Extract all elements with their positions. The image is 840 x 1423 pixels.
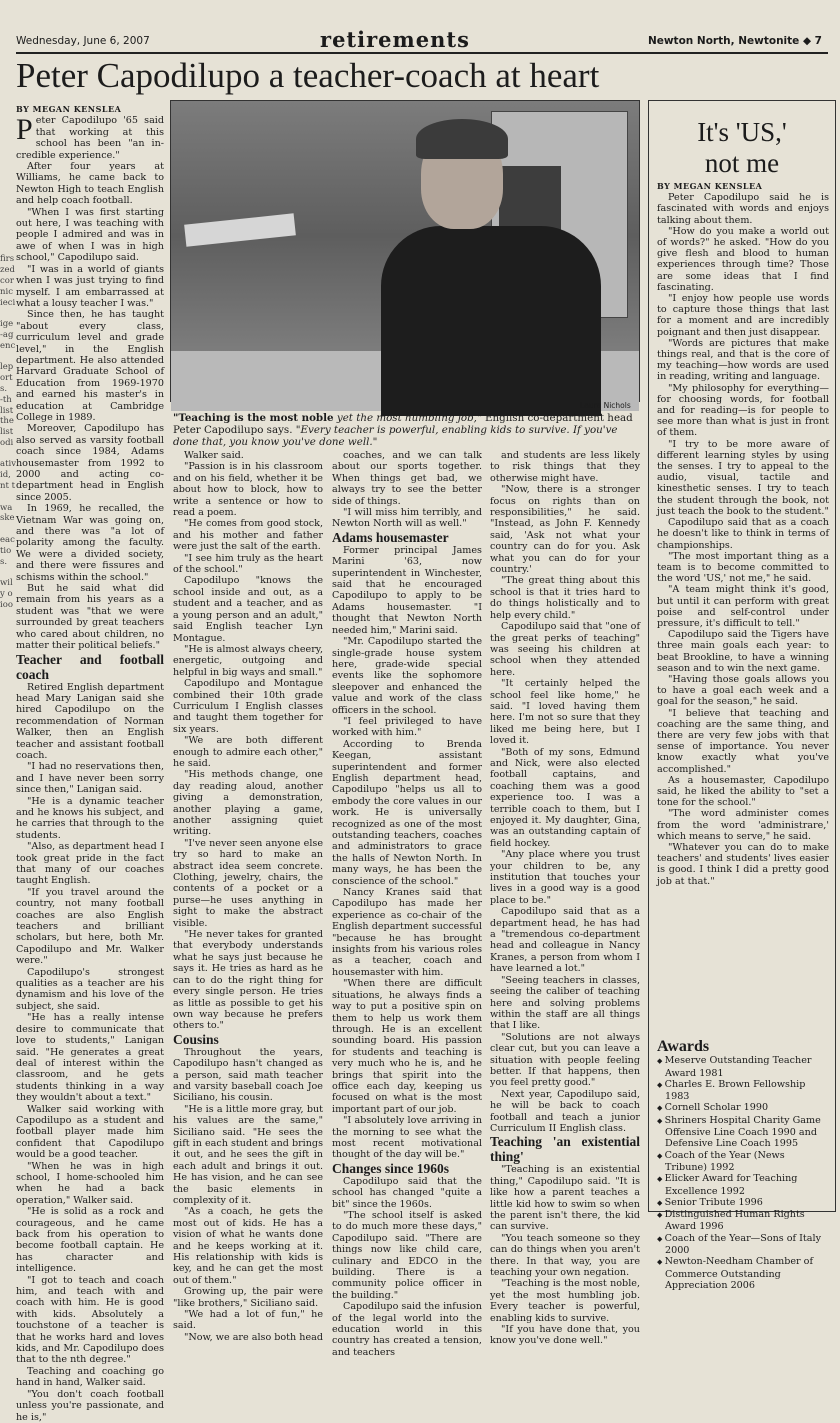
- paragraph: Walker said.: [184, 450, 244, 461]
- column-3-paragraphs: [332, 450, 482, 530]
- edge-fragment: the: [0, 416, 14, 427]
- paragraph: "I've never seen anyone else try so hard to make an abstract idea seem concrete. Clothing, jewelry, chairs, the contents of a pocket or a purse—he uses anything in sight to make the abstract visible.: [173, 837, 323, 929]
- edge-fragment: [0, 125, 16, 136]
- award-item: [657, 1102, 829, 1114]
- edge-fragment: [0, 244, 16, 255]
- paragraph: Capodilupo said that "one of the great perks of teaching" was seeing his children at school when they attended here.: [490, 621, 640, 678]
- paragraph: Peter Capodilupo said he is fascinated with words and enjoys talking about them.: [657, 192, 829, 226]
- paragraph: But he said what did remain from his years as a student was "that we were surrounded by great teachers who cared about children, no matter their political beliefs.": [16, 583, 164, 652]
- photo-credit: Laura Nichols: [580, 401, 631, 410]
- headline: Peter Capodilupo a teacher-coach at heart: [16, 56, 600, 95]
- award-item: [657, 1150, 829, 1174]
- edge-fragment: eac: [0, 535, 15, 546]
- paragraph: Moreover, Capodilupo has also served as varsity football coach since 1984, Adams housemaster from 1992 to 2000 and acting co-department head in English since 2005.: [16, 423, 164, 503]
- sidebar-paragraphs: [657, 192, 829, 887]
- column-2b-paragraphs: [173, 1047, 323, 1344]
- edge-fragment: [0, 103, 16, 114]
- award-item: [657, 1115, 829, 1150]
- subhead-existential: Teaching 'an existential thing': [490, 1134, 640, 1165]
- award-item: [657, 1173, 829, 1197]
- photo-caption: [173, 412, 638, 449]
- paragraph: "My philosophy for everything—for choosing words, for football and for reading—is for people to see more than what is just in front of them.: [657, 382, 829, 439]
- edge-fragment: enc: [0, 340, 16, 351]
- paragraph: After four years at Williams, he came back to Newton High to teach English and help coach football.: [16, 161, 164, 207]
- paragraph: "He is a dynamic teacher and he knows his subject, and he carries that through to the students.: [16, 795, 164, 841]
- paragraph: "Whatever you can do to make teachers' and students' lives easier is good. I think I did a pretty good job at that.": [657, 841, 829, 887]
- section-title: retirements: [320, 27, 470, 52]
- award-text: Elicker Award for Teaching Excellence 1992: [664, 1173, 798, 1197]
- sidebar-byline: BY MEGAN KENSLEA: [657, 181, 763, 191]
- awards-title: Awards: [657, 1038, 710, 1055]
- edge-fragment: -ag: [0, 329, 14, 340]
- edge-fragment: [0, 82, 16, 93]
- paragraph: "I see him truly as the heart of the school.": [173, 552, 323, 576]
- paragraph: "If you travel around the country, not many football coaches are also English teachers and brilliant scholars, but here, both Mr. Capodilupo and Mr. Walker were.": [16, 886, 164, 967]
- paragraph: "His methods change, one day reading aloud, another giving a demonstration, another playing a game, another assigning quiet writing.: [173, 769, 323, 838]
- paragraph: "Mr. Capodilupo started the single-grade house system here, grade-wide special events like the sophomore sleepover and enhanced the value and work of the class officers in the school.: [332, 636, 482, 716]
- paragraph: "Seeing teachers in classes, seeing the caliber of teaching here and solving problems within the staff are all things that I like.: [490, 974, 640, 1032]
- edge-fragment: tio: [0, 545, 12, 556]
- award-text: Newton-Needham Chamber of Commerce Outstanding Appreciation 2006: [664, 1256, 813, 1291]
- edge-fragment: s.: [0, 383, 8, 394]
- edge-fragment: nt t: [0, 481, 16, 492]
- paragraph: Capodilupo said that the school has changed "quite a bit" since the 1960s.: [332, 1175, 482, 1210]
- edge-fragment: firs: [0, 254, 15, 265]
- diamond-bullet-icon: ◆: [657, 1258, 665, 1267]
- paragraph: "When I was first starting out here, I was teaching with people I admired and was in awe of when I was in high school," Capodilupo said.: [16, 206, 164, 264]
- paragraph: "When there are difficult situations, he always finds a way to put a positive spin on them to help us work them through. He is an excellent sounding board. His passion for students and teaching is very much who he is, and he brings that spirit into the office each day, keeping us focused on what is the most important part of our job.: [332, 978, 482, 1115]
- edge-fragment: [0, 492, 16, 503]
- paragraph: In 1969, he recalled, the Vietnam War was going on, and there was "a lot of polarity among the faculty. We were a divided society, and there were fissures and schisms within the school.": [16, 503, 164, 583]
- subject-body: [381, 226, 601, 416]
- edge-fragment: ske: [0, 513, 15, 524]
- paragraph: "Teaching is the most noble, yet the most humbling job. Every teacher is powerful, enabling kids to survive.: [490, 1278, 640, 1324]
- column-1-paragraphs: [16, 161, 164, 651]
- paragraph: "Now, there is a stronger focus on rights than on responsibilities," he said. "Instead, as John F. Kennedy said, 'Ask not what your country can do for you. Ask what you can do for your country.': [490, 484, 640, 576]
- paragraph: "The great thing about this school is that it tries hard to do things holistically and to help every child.": [490, 575, 640, 621]
- caption-italic-2: "Every teacher is powerful, enabling kids to survive. If you've done that, you know you've done well.": [173, 424, 618, 449]
- sidebar-box: [648, 100, 836, 1291]
- paragraph: Walker said working with Capodilupo as a student and football player made him confident that Capodilupo would be a good teacher.: [16, 1103, 164, 1161]
- edge-fragment: [0, 71, 16, 82]
- paragraph: Capodilupo said that as a department head, he has had a "tremendous co-department head and colleague in Nancy Kranes, a person from whom I have learned a lot.": [490, 906, 640, 975]
- edge-fragment: [0, 211, 16, 222]
- award-text: Cornell Scholar 1990: [664, 1102, 769, 1114]
- paragraph: Nancy Kranes said that Capodilupo has made her experience as co-chair of the English department successful "because he has brought insights from his various roles as a teacher, coach and housemaster with him.: [332, 887, 482, 978]
- article-column-1: [16, 104, 164, 1423]
- edge-fragment: [0, 200, 16, 211]
- edge-fragment: [0, 146, 16, 157]
- paragraph: "As a coach, he gets the most out of kids. He has a vision of what he wants done and he keeps working at it. His relationship with kids is key, and he can get the most out of them.": [173, 1206, 323, 1286]
- award-text: Charles E. Brown Fellowship 1983: [664, 1078, 806, 1103]
- paragraph: "I absolutely love arriving in the morning to see what the most recent motivational thought of the day will be.": [332, 1115, 482, 1161]
- award-item: [657, 1055, 829, 1079]
- paragraph: "Also, as department head I took great pride in the fact that many of our coaches taught English.: [16, 841, 164, 887]
- edge-fragment: [0, 92, 16, 103]
- edge-fragment: cor: [0, 275, 14, 286]
- column-1b-paragraphs: [16, 682, 164, 1423]
- caption-italic-1: yet the most humbling job,": [333, 412, 482, 424]
- paragraph: "He has a really intense desire to communicate that love to students," Lanigan said. "He generates a great deal of interest within the classroom, and he gets students thinking in a way they wouldn't about a text.": [16, 1012, 164, 1104]
- drop-cap: P: [16, 113, 33, 147]
- award-text: Meserve Outstanding Teacher Award 1981: [664, 1055, 812, 1079]
- award-item: [657, 1209, 829, 1233]
- article-column-4: [490, 450, 640, 1347]
- issue-date: Wednesday, June 6, 2007: [16, 35, 150, 47]
- paragraph: Retired English department head Mary Lanigan said she hired Capodilupo on the recommendation of Norman Walker, then an English teacher and assistant football coach.: [16, 681, 164, 761]
- diamond-bullet-icon: ◆: [657, 1057, 665, 1066]
- column-2-paragraphs: [173, 450, 323, 1032]
- article-column-2: [173, 450, 323, 1343]
- edge-fragment: ioo: [0, 599, 13, 610]
- paragraph: "I believe that teaching and coaching are the same thing, and there are very few jobs with that sense of importance. You never know exactly what you've accomplished.": [657, 707, 829, 775]
- paragraph: "He never takes for granted that everybody understands what he says just because he says it. He tries as hard as he can to do the right thing for every single person. He tries as little as possible to get his own way because he prefers others to.": [173, 929, 323, 1032]
- paragraph: "The most important thing as a team is to become committed to the word 'US,' not me," he said.: [657, 550, 829, 585]
- award-text: Distinguished Human Rights Award 1996: [664, 1209, 805, 1233]
- edge-fragment: ativ: [0, 459, 17, 470]
- paragraph: Throughout the years, Capodilupo hasn't changed as a person, said math teacher and varsity baseball coach Joe Siciliano, his cousin.: [173, 1046, 323, 1104]
- paragraph: Next year, Capodilupo said, he will be back to coach football and teach a junior Curriculum II English class.: [490, 1088, 640, 1134]
- edge-fragment: [0, 233, 16, 244]
- edge-fragment: [0, 449, 16, 460]
- page-header: [16, 27, 828, 54]
- byline: BY MEGAN KENSLEA: [16, 104, 122, 114]
- edge-fragment: wil: [0, 578, 13, 589]
- article-column-3: [332, 450, 482, 1358]
- award-item: [657, 1197, 829, 1209]
- diamond-bullet-icon: ◆: [657, 1234, 665, 1243]
- paragraph: "Words are pictures that make things real, and that is the core of my teaching—how words are used in reading, writing and language.: [657, 337, 829, 383]
- edge-fragment: ieci: [0, 297, 16, 308]
- edge-fragment: [0, 179, 16, 190]
- edge-fragment: ige: [0, 319, 14, 330]
- edge-fragment: [0, 308, 16, 319]
- column-3b-paragraphs: [332, 545, 482, 1161]
- subhead-teacher-coach: Teacher and football coach: [16, 651, 164, 682]
- award-item: [657, 1079, 829, 1103]
- sidebar-title-line-1: It's 'US,': [697, 117, 787, 147]
- edge-fragment: s.: [0, 556, 8, 567]
- paragraph: "I feel privileged to have worked with him.": [332, 715, 482, 739]
- paragraph: Teaching and coaching go hand in hand, Walker said.: [16, 1365, 164, 1389]
- paragraph: "He is a little more gray, but his values are the same," Siciliano said. "He sees the gift in each student and brings it out, and he sees the gift in each adult and brings it out. He has vision, and he can see the basic elements in complexity of it.: [173, 1103, 323, 1206]
- edge-fragment: [0, 222, 16, 233]
- column-4-paragraphs: [490, 450, 640, 1134]
- subhead-changes: Changes since 1960s: [332, 1160, 450, 1176]
- awards-list: [657, 1038, 829, 1291]
- paragraph: "Solutions are not always clear cut, but you can leave a situation with people feeling better. If that happens, then you feel pretty good.": [490, 1031, 640, 1089]
- caption-bold: "Teaching is the most noble: [173, 412, 334, 424]
- edge-fragment: [0, 352, 16, 363]
- paragraph: Capodilupo and Montague combined their 10th grade Curriculum I English classes and taught them together for six years.: [173, 678, 323, 735]
- diamond-bullet-icon: ◆: [657, 1211, 665, 1220]
- diamond-bullet-icon: ◆: [657, 1198, 665, 1207]
- paragraph: Since then, he has taught "about every class, curriculum level and grade level," in the English department. He also attended Harvard Graduate School of Education from 1969-1970 and earned his master's in education at Cambridge College in 1989.: [16, 309, 164, 423]
- edge-fragment: nic: [0, 286, 13, 297]
- diamond-bullet-icon: ◆: [657, 1175, 665, 1184]
- paragraph: "He comes from good stock, and his mother and father were just the salt of the earth.: [173, 518, 323, 553]
- edge-fragment: [0, 524, 16, 535]
- edge-fragment: [0, 60, 16, 71]
- paragraph: "A team might think it's good, but until it can perform with great poise and self-control under pressure, it's difficult to tell.": [657, 584, 829, 629]
- edge-fragment: list: [0, 427, 14, 438]
- paragraph: "I got to teach and coach him, and teach with and coach with him. He is good with kids. Absolutely a touchstone of a teacher is that he works hard and loves kids, and Mr. Capodilupo does that to the nth degree.": [16, 1274, 164, 1366]
- paragraph: "It certainly helped the school feel like home," he said. "I loved having them here. I'm not so sure that they liked me being here, but I loved it.: [490, 678, 640, 747]
- edge-fragment: id,: [0, 470, 11, 481]
- edge-fragment: zed: [0, 265, 15, 276]
- paragraph: and students are less likely to risk things that they otherwise might have.: [490, 450, 640, 484]
- column-3c-paragraphs: [332, 1176, 482, 1359]
- paragraph: According to Brenda Keegan, assistant superintendent and former English department head, Capodilupo "helps us all to embody the core values in our work. He is universally recognized as one of the most outstanding teachers, coaches and administrators to grace the halls of Newton North. In many ways, he has been the conscience of the school.": [332, 738, 482, 887]
- edge-fragment: [0, 168, 16, 179]
- diamond-bullet-icon: ◆: [657, 1151, 665, 1160]
- diamond-bullet-icon: ◆: [657, 1116, 665, 1125]
- paragraph: As a housemaster, Capodilupo said, he liked the ability to "set a tone for the school.": [657, 774, 829, 809]
- paragraph: "I was in a world of giants when I was just trying to find myself. I am embarrassed at what a lousy teacher I was.": [16, 263, 164, 309]
- edge-fragment: lep: [0, 362, 14, 373]
- sidebar-title: [649, 117, 835, 179]
- paragraph: "I will miss him terribly, and Newton North will as well.": [332, 507, 482, 530]
- edge-fragment: [0, 114, 16, 125]
- paragraph: "If you have done that, you know you've done well.": [490, 1324, 640, 1347]
- paragraph: Growing up, the pair were "like brothers," Siciliano said.: [173, 1286, 323, 1309]
- paragraph: "Both of my sons, Edmund and Nick, were also elected football captains, and coaching them was a good experience too. I was a terrible coach to them, but I enjoyed it. My daughter, Gina, was an outstanding captain of field hockey.: [490, 746, 640, 849]
- paragraph: "I enjoy how people use words to capture those things that last for a moment and are incredibly poignant and then just disappear.: [657, 293, 829, 338]
- award-text: Senior Tribute 1996: [664, 1196, 763, 1208]
- edge-fragment: [0, 157, 16, 168]
- paragraph: "Any place where you trust your children to be, any institution that touches your lives in a good way is a good place to be.": [490, 849, 640, 906]
- award-text: Coach of the Year—Sons of Italy 2000: [664, 1232, 821, 1257]
- edge-fragment: list: [0, 405, 14, 416]
- award-text: Shriners Hospital Charity Game Offensive Line Coach 1990 and Defensive Line Coach 1995: [664, 1114, 821, 1150]
- paragraph: "We had a lot of fun," he said.: [173, 1309, 323, 1332]
- sidebar-title-line-2: not me: [704, 148, 780, 178]
- subhead-cousins: Cousins: [173, 1031, 219, 1047]
- adjacent-page-edge: [0, 60, 16, 1221]
- paragraph: "Now, we are also both head: [184, 1331, 323, 1343]
- diamond-bullet-icon: ◆: [657, 1080, 665, 1089]
- paragraph: Capodilupo "knows the school inside and out, as a student and a teacher, and as a young person and an adult," said English teacher Lyn Montague.: [173, 575, 323, 644]
- subhead-adams-housemaster: Adams housemaster: [332, 529, 449, 545]
- paragraph: "He is almost always cheery, energetic, outgoing and helpful in big ways and small.": [173, 643, 323, 678]
- award-item: [657, 1233, 829, 1257]
- paragraph: "When he was in high school, I home-schooled him when he had a back operation," Walker said.: [16, 1160, 164, 1206]
- paragraph: Capodilupo's strongest qualities as a teacher are his dynamism and his love of the subject, she said.: [16, 966, 164, 1012]
- paragraph: Capodilupo said that as a coach he doesn't like to think in terms of championships.: [657, 517, 829, 551]
- column-4b-paragraphs: [490, 1164, 640, 1347]
- award-item: [657, 1256, 829, 1291]
- sidebar-article: [657, 181, 829, 1036]
- paragraph: Capodilupo said the Tigers have three main goals each year: to beat Brookline, to have a winning season and to win the next game.: [657, 629, 829, 674]
- paragraph: "Teaching is an existential thing," Capodilupo said. "It is like how a parent teaches a little kid how to swim so when the parent isn't there, the kid can survive.: [490, 1164, 640, 1233]
- caption-text: English co-department head Peter Capodilupo says.: [173, 412, 633, 437]
- paragraph: "Passion is in his classroom and on his field, whether it be about how to block, how to write a sentence or how to read a poem.: [173, 461, 323, 519]
- lead-paragraph: eter Capodilupo '65 said that working at this school has been "an in-credible experience.": [16, 115, 164, 161]
- edge-fragment: wa: [0, 502, 13, 513]
- edge-fragment: y o: [0, 589, 13, 600]
- edge-fragment: -th: [0, 394, 12, 405]
- paragraph: "We are both different enough to admire each other," he said.: [173, 735, 323, 769]
- diamond-bullet-icon: ◆: [657, 1104, 665, 1113]
- edge-fragment: [0, 567, 16, 578]
- paragraph: "Having those goals allows you to have a goal each week and a goal for the season," he said.: [657, 673, 829, 708]
- paragraph: "I had no reservations then, and I have never been sorry since then," Lanigan said.: [16, 761, 164, 796]
- paragraph: Capodilupo said the infusion of the legal world into the education world in this country has created a tension, and teachers: [332, 1301, 482, 1358]
- paragraph: "I try to be more aware of different learning styles by using the senses. I try to appeal to the audio, visual, tactile and kinesthetic senses. I try to teach the student through the book, not just teach the book to the student.": [657, 438, 829, 517]
- paragraph: "You don't coach football unless you're passionate, and he is,": [16, 1388, 164, 1423]
- edge-fragment: [0, 190, 16, 201]
- paragraph: "You teach someone so they can do things when you aren't there. In that way, you are teaching your own negation.: [490, 1232, 640, 1279]
- paper-name-page-number: Newton North, Newtonite ◆ 7: [647, 35, 822, 47]
- paragraph: "He is solid as a rock and courageous, and he came back from his operation to become football captain. He has character and intelligence.: [16, 1206, 164, 1275]
- edge-fragment: [0, 136, 16, 147]
- edge-fragment: ort: [0, 373, 13, 384]
- paragraph: "How do you make a world out of words?" he asked. "How do you give flesh and blood to human experiences through time? Those are some ideas that I find fascinating.: [657, 225, 829, 293]
- paragraph: "The school itself is asked to do much more these days," Capodilupo said. "There are things now like child care, culinary and EDCO in the building. There is a community police officer in the building.": [332, 1210, 482, 1301]
- paragraph: coaches, and we can talk about our sports together. When things get bad, we always try to see the better side of things.: [332, 450, 482, 507]
- paragraph: "The word administer comes from the word 'administrare,' which means to serve," he said.: [657, 808, 829, 842]
- portrait-photo: [170, 100, 640, 402]
- edge-fragment: odi: [0, 437, 14, 448]
- paragraph: Former principal James Marini '63, now superintendent in Winchester, said that he encouraged Capodilupo to apply to be Adams housemaster. "I thought that Newton North needed him," Marini said.: [332, 544, 482, 636]
- award-text: Coach of the Year (News Tribune) 1992: [664, 1149, 785, 1173]
